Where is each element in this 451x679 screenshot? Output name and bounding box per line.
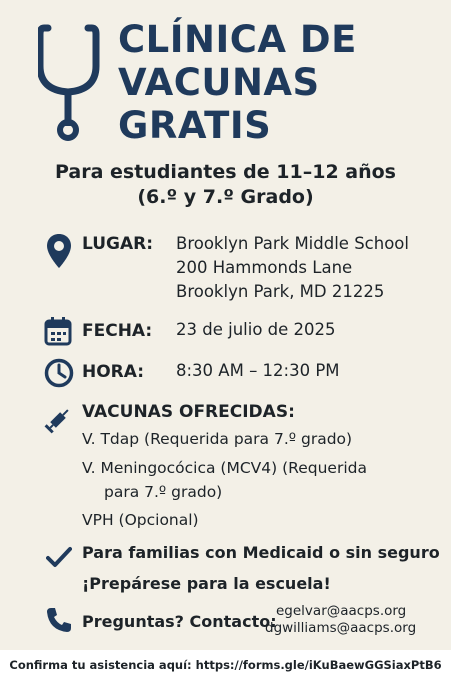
checkmark-icon	[46, 546, 72, 568]
date-text: 23 de julio de 2025	[176, 320, 336, 339]
location-line-1: Brooklyn Park Middle School	[176, 234, 409, 253]
contact-label: Preguntas? Contacto:	[82, 612, 277, 631]
phone-icon	[45, 606, 73, 634]
eligibility-text: Para familias con Medicaid o sin seguro	[82, 543, 440, 562]
title-line-1: CLÍNICA DE	[118, 18, 357, 61]
syringe-icon	[43, 405, 73, 435]
location-line-2: 200 Hammonds Lane	[176, 258, 353, 277]
time-text: 8:30 AM – 12:30 PM	[176, 361, 340, 380]
prepare-text: ¡Prepárese para la escuela!	[82, 574, 331, 593]
subtitle-line-2: (6.º y 7.º Grado)	[137, 186, 314, 208]
subtitle-line-1: Para estudiantes de 11–12 años	[54, 161, 396, 183]
flyer-title	[118, 18, 357, 147]
title-line-3: GRATIS	[118, 104, 272, 147]
title-line-2: VACUNAS	[118, 61, 320, 104]
contact-email-1[interactable]: egelvar@aacps.org	[276, 603, 407, 619]
rsvp-footer[interactable]: Confirma tu asistencia aquí: https://forms.gle/iKuBaewGGSiaxPtB6	[9, 658, 442, 672]
calendar-icon	[44, 316, 72, 346]
time-label: HORA:	[82, 362, 145, 382]
stethoscope-icon	[38, 22, 108, 144]
vaccine-vph: VPH (Opcional)	[82, 511, 199, 529]
vaccine-tdap: V. Tdap (Requerida para 7.º grado)	[82, 430, 353, 448]
location-label: LUGAR:	[82, 234, 154, 254]
contact-email-2[interactable]: dgwilliams@aacps.org	[265, 620, 417, 636]
vaccines-heading: VACUNAS OFRECIDAS:	[82, 402, 295, 422]
location-value	[176, 232, 409, 304]
map-pin-icon	[46, 233, 72, 269]
clock-icon	[44, 358, 74, 388]
date-value	[176, 318, 336, 342]
vaccine-mcv4-cont: para 7.º grado)	[104, 483, 223, 501]
subtitle	[0, 160, 451, 210]
vaccine-mcv4: V. Meningocócica (MCV4) (Requerida	[82, 459, 367, 477]
location-line-3: Brooklyn Park, MD 21225	[176, 282, 385, 301]
date-label: FECHA:	[82, 321, 153, 341]
time-value	[176, 359, 340, 383]
